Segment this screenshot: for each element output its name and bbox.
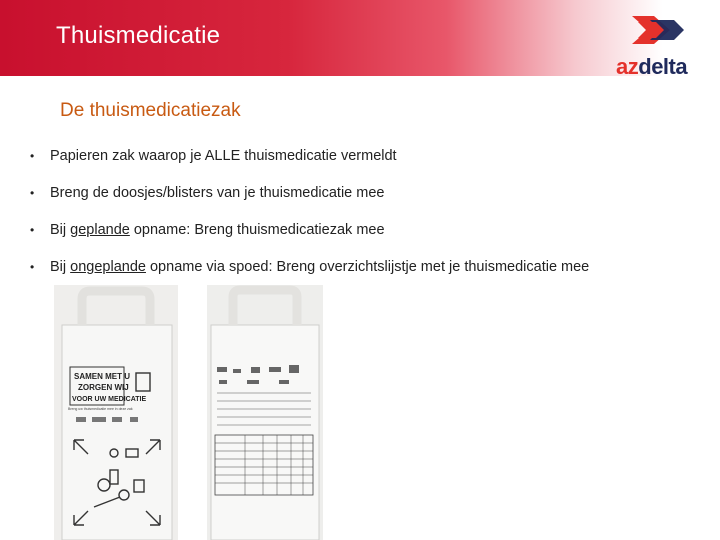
bullet-text-pre: Bij [50,222,71,238]
logo-delta: delta [638,54,688,79]
bag-front-illustration [54,285,178,540]
bullet-item-boxes [30,185,589,222]
bag-text-line2: ZORGEN WIJ [78,383,129,392]
photo-bag-back [207,285,323,540]
bullet-list [30,148,589,296]
bullet-text-post: opname via spoed: Breng overzichtslijstje met je thuismedicatie mee [145,259,590,275]
azdelta-logo [616,12,706,78]
bullet-text-pre: Bij [50,259,71,275]
bullet-text-post: opname: Breng thuismedicatiezak mee [129,222,385,238]
azdelta-swoosh-icon [630,12,686,52]
bullet-dot: • [30,223,35,237]
photo-bag-front [54,285,178,540]
bullet-text [50,259,589,275]
bullet-dot: • [30,260,35,274]
bullet-text: Papieren zak waarop je ALLE thuismedicatie vermeldt [50,148,397,164]
bag-text-line3: VOOR UW MEDICATIE [72,396,147,403]
bullet-dot: • [30,149,35,163]
bag-back-illustration [207,285,323,540]
slide-title: Thuismedicatie [56,22,221,49]
bag-small-text: Breng uw thuismedicatie mee in deze zak [68,407,133,411]
logo-wordmark [616,54,687,80]
bullet-item-paper-bag [30,148,589,185]
bullet-dot: • [30,186,35,200]
bag-text-line1: SAMEN MET U [74,372,130,381]
bullet-text [50,222,385,238]
section-subtitle: De thuismedicatiezak [60,100,241,121]
logo-az: az [616,54,639,79]
bullet-item-planned [30,222,589,259]
bullet-text-emphasis: geplande [70,222,130,238]
bullet-text-emphasis: ongeplande [70,259,146,275]
bullet-text: Breng de doosjes/blisters van je thuismedicatie mee [50,185,385,201]
